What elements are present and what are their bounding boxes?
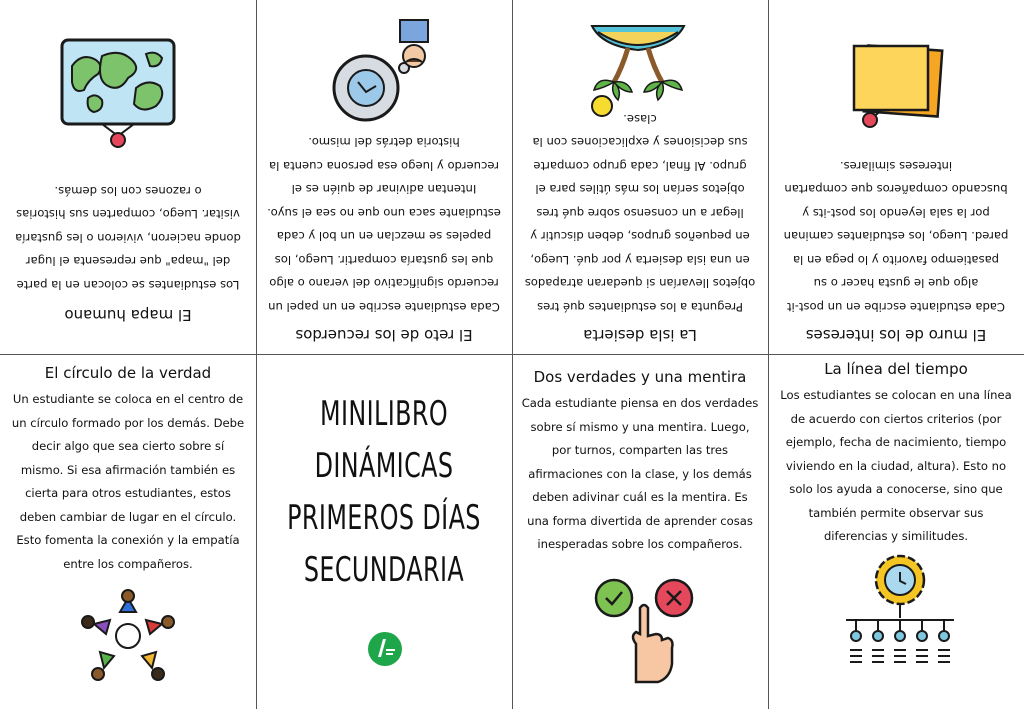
hand-choice-icon xyxy=(592,574,696,684)
page-title: Dos verdades y una mentira xyxy=(533,368,747,386)
cover-title-line: MINILIBRO xyxy=(319,394,449,434)
cover-title-line: PRIMEROS DÍAS xyxy=(287,498,481,538)
desert-island-icon xyxy=(588,22,688,122)
page-text: Un estudiante se coloca en el centro de un círculo formado por los demás. Debe decir algo que sea cierto sobre sí mismo. Si esa afirmación también es cierta para otros estudiantes, estos deben cambiar de lugar en el círculo. Esto fomenta la conexión y la empatía entre los compañeros. xyxy=(11,392,245,571)
page-title: La línea del tiempo xyxy=(824,360,968,378)
page-text: Los estudiantes se colocan en una línea de acuerdo con ciertos criterios (por ejemplo, fecha de nacimiento, tiempo viviendo en la ciudad, altura). Esto no solo los ayuda a conocerse, sino que también permite observar sus diferencias y similitudes. xyxy=(780,388,1012,543)
memory-thought-bubble-icon xyxy=(328,20,438,132)
page-text: Cada estudiante escribe en un papel un recuerdo significativo del verano o algo que les gustaría compartir. Luego, los papeles se mezclan en un bol y cada estudiante saca uno que no sea el suyo. Intentan adivinar de quién es el recuerdo y luego esa persona cuenta la historia detrás del mismo. xyxy=(267,135,501,314)
world-map-icon xyxy=(58,36,178,148)
page-title: El círculo de la verdad xyxy=(44,364,212,382)
page-title: La isla desierta xyxy=(583,326,697,344)
sticky-notes-icon xyxy=(846,42,946,130)
timeline-icon xyxy=(840,554,960,670)
cover-title-line: SECUNDARIA xyxy=(303,550,465,590)
page-title: El muro de los intereses xyxy=(805,326,987,344)
page-title: El mapa humano xyxy=(64,306,192,324)
people-circle-icon xyxy=(80,588,176,684)
page-text: Pregunta a los estudiantes qué tres objetos llevarían si quedaran atrapados en una isla desierta y por qué. Luego, en pequeños grupos, deben discutir y llegar a un consenso sobre qué tres objetos serían los más útiles para el grupo. Al final, cada grupo comparte sus decisiones y explicaciones con la clase. xyxy=(524,112,756,314)
page-title: El reto de los recuerdos xyxy=(295,326,473,344)
page-text: Los estudiantes se colocan en la parte del "mapa" que representa el lugar donde nacieron, vivieron o les gustaría visitar. Luego, comparten sus historias o razones con los demás. xyxy=(15,184,241,292)
page-text: Cada estudiante piensa en dos verdades sobre sí mismo y una mentira. Luego, por turnos, comparten las tres afirmaciones con la clase, y los demás deben adivinar cuál es la mentira. Es una forma divertida de aprender cosas inesperadas sobre los compañeros. xyxy=(521,396,759,551)
page-text: Cada estudiante escribe en un post-it algo que le gusta hacer o su pasatiempo favorito y lo pega en la pared. Luego, los estudiantes caminan por la sala leyendo los post-its y buscando compañeros que compartan intereses similares. xyxy=(783,159,1009,314)
cover-title-line: DINÁMICAS xyxy=(314,446,454,486)
brand-logo-icon xyxy=(367,631,403,667)
